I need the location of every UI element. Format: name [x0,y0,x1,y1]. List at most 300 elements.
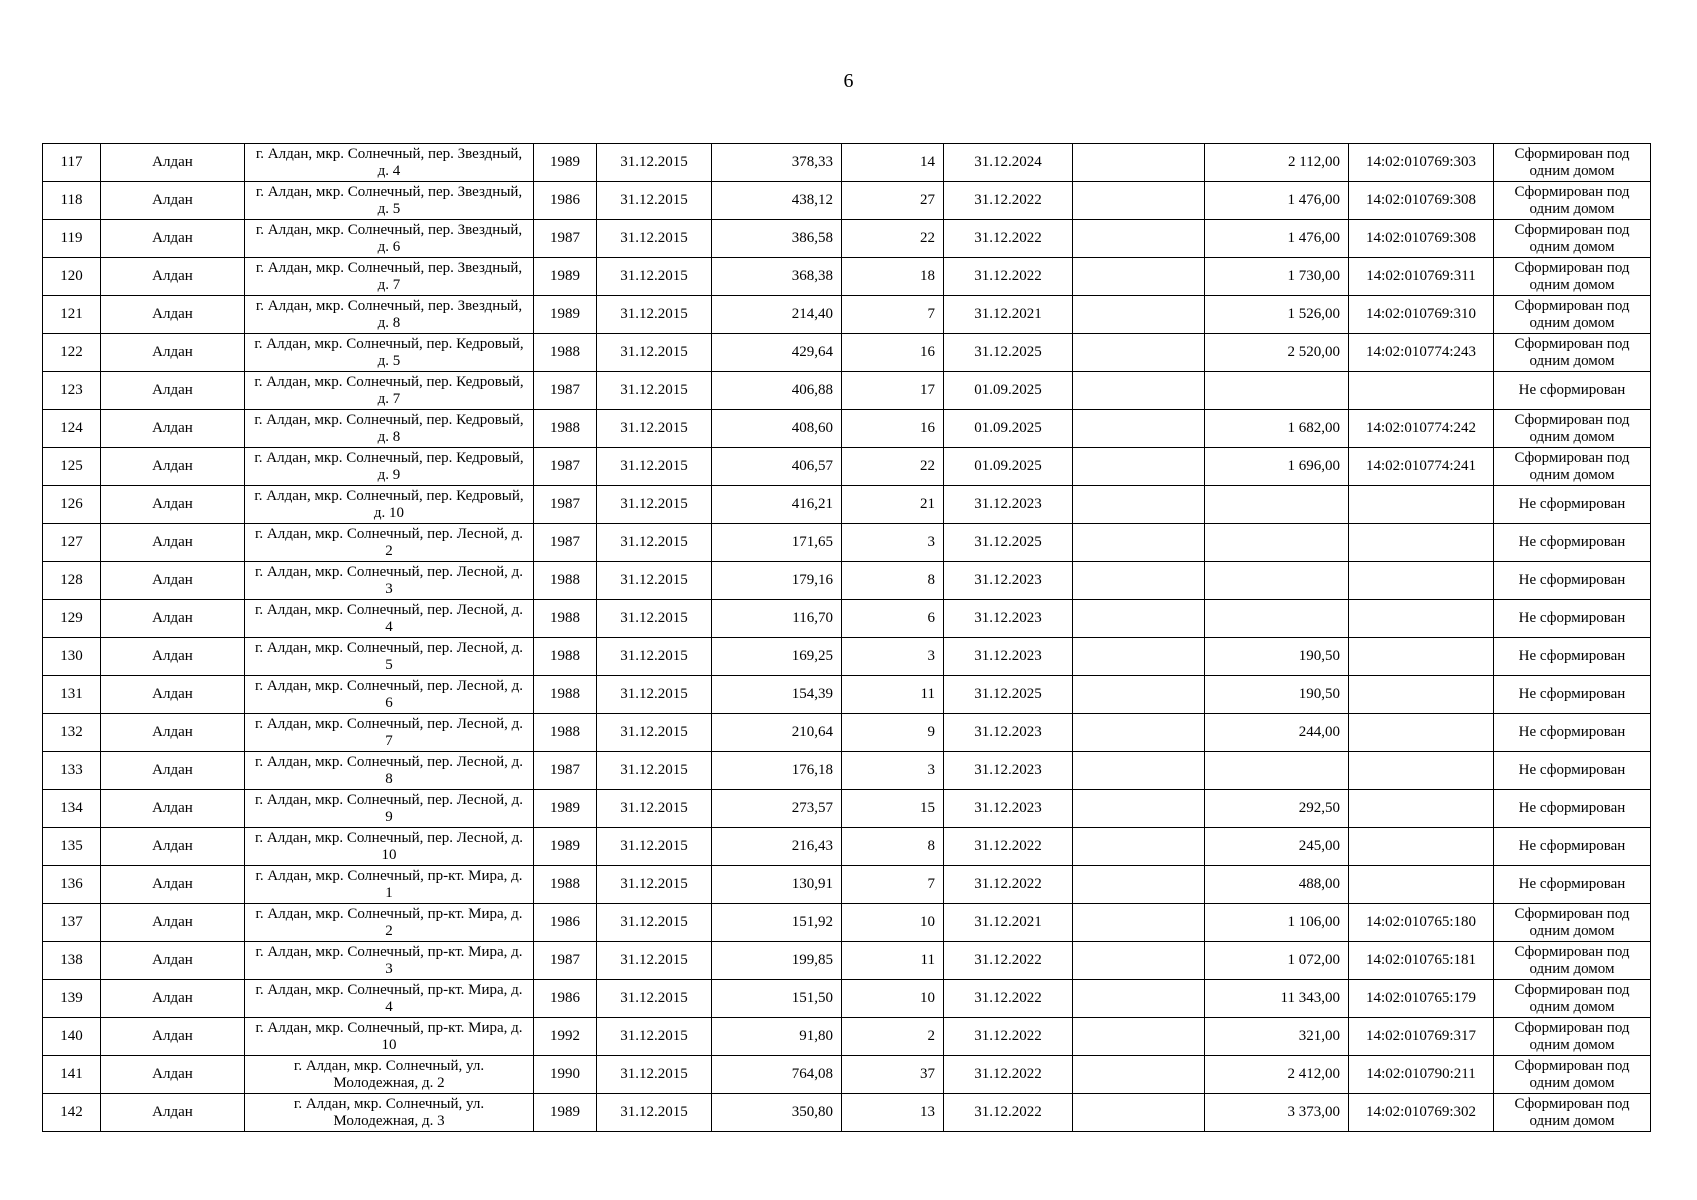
deadline-date-cell: 31.12.2022 [944,980,1073,1018]
land-status-cell: Сформирован под одним домом [1494,182,1651,220]
empty-cell [1073,1056,1205,1094]
land-area-cell: 292,50 [1205,790,1349,828]
land-area-cell: 1 476,00 [1205,220,1349,258]
deadline-date-cell: 31.12.2022 [944,866,1073,904]
count-cell: 21 [842,486,944,524]
land-area-cell [1205,562,1349,600]
address-cell: г. Алдан, мкр. Солнечный, пер. Кедровый, д. 8 [245,410,534,448]
table-row [43,828,1651,866]
locality-cell: Алдан [101,752,245,790]
address-cell: г. Алдан, мкр. Солнечный, пр-кт. Мира, д. 4 [245,980,534,1018]
table-row [43,334,1651,372]
address-cell: г. Алдан, мкр. Солнечный, пер. Лесной, д. 10 [245,828,534,866]
deadline-date-cell: 31.12.2025 [944,334,1073,372]
row-number-cell: 123 [43,372,101,410]
year-built-cell: 1989 [534,258,597,296]
locality-cell: Алдан [101,1094,245,1132]
empty-cell [1073,904,1205,942]
locality-cell: Алдан [101,942,245,980]
date-cell: 31.12.2015 [597,182,712,220]
land-status-cell: Не сформирован [1494,372,1651,410]
empty-cell [1073,980,1205,1018]
land-area-cell [1205,524,1349,562]
count-cell: 16 [842,334,944,372]
locality-cell: Алдан [101,1056,245,1094]
cadastral-number-cell [1349,790,1494,828]
address-cell: г. Алдан, мкр. Солнечный, пр-кт. Мира, д. 3 [245,942,534,980]
cadastral-number-cell [1349,676,1494,714]
land-area-cell: 244,00 [1205,714,1349,752]
date-cell: 31.12.2015 [597,144,712,182]
land-status-cell: Не сформирован [1494,524,1651,562]
year-built-cell: 1988 [534,334,597,372]
count-cell: 3 [842,638,944,676]
table-row [43,942,1651,980]
date-cell: 31.12.2015 [597,714,712,752]
table-row [43,1018,1651,1056]
land-area-cell: 2 412,00 [1205,1056,1349,1094]
area-cell: 154,39 [712,676,842,714]
date-cell: 31.12.2015 [597,1094,712,1132]
deadline-date-cell: 31.12.2023 [944,790,1073,828]
land-status-cell: Сформирован под одним домом [1494,258,1651,296]
cadastral-number-cell: 14:02:010769:308 [1349,220,1494,258]
row-number-cell: 129 [43,600,101,638]
date-cell: 31.12.2015 [597,562,712,600]
land-status-cell: Не сформирован [1494,752,1651,790]
year-built-cell: 1989 [534,828,597,866]
count-cell: 11 [842,676,944,714]
land-status-cell: Сформирован под одним домом [1494,144,1651,182]
table-row [43,562,1651,600]
row-number-cell: 126 [43,486,101,524]
land-area-cell: 3 373,00 [1205,1094,1349,1132]
empty-cell [1073,676,1205,714]
date-cell: 31.12.2015 [597,942,712,980]
cadastral-number-cell [1349,638,1494,676]
land-status-cell: Сформирован под одним домом [1494,220,1651,258]
locality-cell: Алдан [101,1018,245,1056]
area-cell: 176,18 [712,752,842,790]
date-cell: 31.12.2015 [597,1018,712,1056]
date-cell: 31.12.2015 [597,866,712,904]
table-row [43,524,1651,562]
year-built-cell: 1988 [534,714,597,752]
empty-cell [1073,638,1205,676]
year-built-cell: 1986 [534,182,597,220]
locality-cell: Алдан [101,372,245,410]
area-cell: 130,91 [712,866,842,904]
land-area-cell: 488,00 [1205,866,1349,904]
land-area-cell: 11 343,00 [1205,980,1349,1018]
count-cell: 16 [842,410,944,448]
year-built-cell: 1990 [534,1056,597,1094]
row-number-cell: 127 [43,524,101,562]
count-cell: 11 [842,942,944,980]
count-cell: 8 [842,562,944,600]
row-number-cell: 117 [43,144,101,182]
date-cell: 31.12.2015 [597,980,712,1018]
empty-cell [1073,752,1205,790]
area-cell: 210,64 [712,714,842,752]
empty-cell [1073,410,1205,448]
cadastral-number-cell: 14:02:010769:310 [1349,296,1494,334]
empty-cell [1073,562,1205,600]
land-area-cell: 190,50 [1205,638,1349,676]
address-cell: г. Алдан, мкр. Солнечный, ул. Молодежная, д. 3 [245,1094,534,1132]
year-built-cell: 1988 [534,866,597,904]
locality-cell: Алдан [101,866,245,904]
year-built-cell: 1988 [534,638,597,676]
cadastral-number-cell: 14:02:010765:180 [1349,904,1494,942]
year-built-cell: 1987 [534,524,597,562]
date-cell: 31.12.2015 [597,410,712,448]
address-cell: г. Алдан, мкр. Солнечный, пер. Лесной, д. 4 [245,600,534,638]
land-status-cell: Сформирован под одним домом [1494,1094,1651,1132]
date-cell: 31.12.2015 [597,448,712,486]
area-cell: 151,50 [712,980,842,1018]
table-row [43,486,1651,524]
count-cell: 17 [842,372,944,410]
table-row [43,220,1651,258]
table-row [43,714,1651,752]
locality-cell: Алдан [101,562,245,600]
address-cell: г. Алдан, мкр. Солнечный, пер. Кедровый, д. 5 [245,334,534,372]
area-cell: 416,21 [712,486,842,524]
row-number-cell: 133 [43,752,101,790]
count-cell: 15 [842,790,944,828]
table-row [43,980,1651,1018]
table-row [43,638,1651,676]
land-status-cell: Сформирован под одним домом [1494,904,1651,942]
table-row [43,448,1651,486]
land-status-cell: Не сформирован [1494,828,1651,866]
empty-cell [1073,448,1205,486]
address-cell: г. Алдан, мкр. Солнечный, пер. Лесной, д. 5 [245,638,534,676]
deadline-date-cell: 31.12.2025 [944,676,1073,714]
address-cell: г. Алдан, мкр. Солнечный, ул. Молодежная, д. 2 [245,1056,534,1094]
cadastral-number-cell [1349,752,1494,790]
land-status-cell: Сформирован под одним домом [1494,334,1651,372]
address-cell: г. Алдан, мкр. Солнечный, пер. Звездный, д. 4 [245,144,534,182]
row-number-cell: 118 [43,182,101,220]
date-cell: 31.12.2015 [597,486,712,524]
count-cell: 8 [842,828,944,866]
table-row [43,600,1651,638]
land-status-cell: Не сформирован [1494,866,1651,904]
empty-cell [1073,486,1205,524]
table-row [43,372,1651,410]
empty-cell [1073,182,1205,220]
count-cell: 6 [842,600,944,638]
locality-cell: Алдан [101,600,245,638]
land-status-cell: Не сформирован [1494,676,1651,714]
address-cell: г. Алдан, мкр. Солнечный, пер. Лесной, д. 8 [245,752,534,790]
count-cell: 37 [842,1056,944,1094]
locality-cell: Алдан [101,714,245,752]
land-area-cell: 1 682,00 [1205,410,1349,448]
empty-cell [1073,714,1205,752]
year-built-cell: 1986 [534,980,597,1018]
cadastral-number-cell: 14:02:010790:211 [1349,1056,1494,1094]
row-number-cell: 128 [43,562,101,600]
land-status-cell: Не сформирован [1494,486,1651,524]
housing-registry-table [42,143,1651,1132]
land-area-cell [1205,372,1349,410]
locality-cell: Алдан [101,676,245,714]
date-cell: 31.12.2015 [597,638,712,676]
area-cell: 151,92 [712,904,842,942]
land-area-cell [1205,600,1349,638]
cadastral-number-cell: 14:02:010769:308 [1349,182,1494,220]
area-cell: 179,16 [712,562,842,600]
deadline-date-cell: 31.12.2021 [944,296,1073,334]
table-row [43,866,1651,904]
empty-cell [1073,1094,1205,1132]
deadline-date-cell: 31.12.2022 [944,258,1073,296]
row-number-cell: 132 [43,714,101,752]
address-cell: г. Алдан, мкр. Солнечный, пер. Лесной, д. 9 [245,790,534,828]
cadastral-number-cell: 14:02:010769:317 [1349,1018,1494,1056]
deadline-date-cell: 31.12.2021 [944,904,1073,942]
cadastral-number-cell [1349,600,1494,638]
locality-cell: Алдан [101,638,245,676]
land-area-cell: 1 476,00 [1205,182,1349,220]
deadline-date-cell: 31.12.2022 [944,942,1073,980]
empty-cell [1073,828,1205,866]
locality-cell: Алдан [101,258,245,296]
locality-cell: Алдан [101,828,245,866]
row-number-cell: 141 [43,1056,101,1094]
table-row [43,1056,1651,1094]
table-body [43,144,1651,1132]
land-status-cell: Сформирован под одним домом [1494,1018,1651,1056]
area-cell: 273,57 [712,790,842,828]
deadline-date-cell: 31.12.2023 [944,600,1073,638]
cadastral-number-cell [1349,524,1494,562]
land-area-cell: 2 112,00 [1205,144,1349,182]
deadline-date-cell: 31.12.2022 [944,1094,1073,1132]
address-cell: г. Алдан, мкр. Солнечный, пер. Лесной, д. 2 [245,524,534,562]
area-cell: 406,88 [712,372,842,410]
address-cell: г. Алдан, мкр. Солнечный, пер. Лесной, д. 3 [245,562,534,600]
land-status-cell: Сформирован под одним домом [1494,448,1651,486]
cadastral-number-cell: 14:02:010774:243 [1349,334,1494,372]
deadline-date-cell: 01.09.2025 [944,448,1073,486]
land-status-cell: Сформирован под одним домом [1494,410,1651,448]
cadastral-number-cell: 14:02:010774:242 [1349,410,1494,448]
table-row [43,752,1651,790]
year-built-cell: 1986 [534,904,597,942]
table-row [43,676,1651,714]
row-number-cell: 131 [43,676,101,714]
address-cell: г. Алдан, мкр. Солнечный, пер. Кедровый, д. 9 [245,448,534,486]
cadastral-number-cell: 14:02:010769:302 [1349,1094,1494,1132]
row-number-cell: 121 [43,296,101,334]
row-number-cell: 136 [43,866,101,904]
count-cell: 10 [842,980,944,1018]
address-cell: г. Алдан, мкр. Солнечный, пер. Звездный, д. 6 [245,220,534,258]
date-cell: 31.12.2015 [597,524,712,562]
date-cell: 31.12.2015 [597,904,712,942]
locality-cell: Алдан [101,790,245,828]
table-row [43,904,1651,942]
date-cell: 31.12.2015 [597,372,712,410]
empty-cell [1073,942,1205,980]
count-cell: 18 [842,258,944,296]
address-cell: г. Алдан, мкр. Солнечный, пр-кт. Мира, д. 2 [245,904,534,942]
land-area-cell: 190,50 [1205,676,1349,714]
deadline-date-cell: 31.12.2023 [944,752,1073,790]
land-area-cell: 1 526,00 [1205,296,1349,334]
date-cell: 31.12.2015 [597,296,712,334]
cadastral-number-cell [1349,562,1494,600]
land-area-cell: 321,00 [1205,1018,1349,1056]
date-cell: 31.12.2015 [597,258,712,296]
row-number-cell: 134 [43,790,101,828]
count-cell: 14 [842,144,944,182]
cadastral-number-cell: 14:02:010769:311 [1349,258,1494,296]
area-cell: 764,08 [712,1056,842,1094]
area-cell: 378,33 [712,144,842,182]
date-cell: 31.12.2015 [597,828,712,866]
year-built-cell: 1987 [534,220,597,258]
area-cell: 408,60 [712,410,842,448]
locality-cell: Алдан [101,904,245,942]
deadline-date-cell: 31.12.2023 [944,714,1073,752]
page-number: 6 [843,70,854,92]
count-cell: 9 [842,714,944,752]
table-row [43,1094,1651,1132]
deadline-date-cell: 31.12.2022 [944,828,1073,866]
locality-cell: Алдан [101,220,245,258]
land-area-cell [1205,752,1349,790]
count-cell: 2 [842,1018,944,1056]
date-cell: 31.12.2015 [597,600,712,638]
area-cell: 368,38 [712,258,842,296]
date-cell: 31.12.2015 [597,676,712,714]
count-cell: 7 [842,866,944,904]
row-number-cell: 119 [43,220,101,258]
land-area-cell: 1 730,00 [1205,258,1349,296]
cadastral-number-cell: 14:02:010765:181 [1349,942,1494,980]
table-row [43,790,1651,828]
year-built-cell: 1989 [534,296,597,334]
deadline-date-cell: 31.12.2023 [944,486,1073,524]
address-cell: г. Алдан, мкр. Солнечный, пер. Звездный, д. 5 [245,182,534,220]
year-built-cell: 1988 [534,562,597,600]
area-cell: 406,57 [712,448,842,486]
empty-cell [1073,866,1205,904]
area-cell: 386,58 [712,220,842,258]
date-cell: 31.12.2015 [597,220,712,258]
year-built-cell: 1988 [534,676,597,714]
land-status-cell: Не сформирован [1494,600,1651,638]
cadastral-number-cell: 14:02:010769:303 [1349,144,1494,182]
count-cell: 22 [842,220,944,258]
empty-cell [1073,334,1205,372]
address-cell: г. Алдан, мкр. Солнечный, пер. Звездный, д. 8 [245,296,534,334]
table-row [43,258,1651,296]
cadastral-number-cell [1349,714,1494,752]
row-number-cell: 140 [43,1018,101,1056]
address-cell: г. Алдан, мкр. Солнечный, пер. Кедровый, д. 10 [245,486,534,524]
deadline-date-cell: 01.09.2025 [944,410,1073,448]
date-cell: 31.12.2015 [597,1056,712,1094]
land-status-cell: Не сформирован [1494,562,1651,600]
year-built-cell: 1989 [534,144,597,182]
land-status-cell: Сформирован под одним домом [1494,296,1651,334]
row-number-cell: 138 [43,942,101,980]
cadastral-number-cell [1349,866,1494,904]
locality-cell: Алдан [101,448,245,486]
deadline-date-cell: 31.12.2022 [944,1056,1073,1094]
locality-cell: Алдан [101,144,245,182]
address-cell: г. Алдан, мкр. Солнечный, пер. Лесной, д. 7 [245,714,534,752]
locality-cell: Алдан [101,980,245,1018]
land-status-cell: Сформирован под одним домом [1494,980,1651,1018]
address-cell: г. Алдан, мкр. Солнечный, пер. Лесной, д. 6 [245,676,534,714]
land-area-cell: 1 696,00 [1205,448,1349,486]
cadastral-number-cell: 14:02:010774:241 [1349,448,1494,486]
table-row [43,410,1651,448]
empty-cell [1073,258,1205,296]
count-cell: 13 [842,1094,944,1132]
area-cell: 171,65 [712,524,842,562]
year-built-cell: 1989 [534,1094,597,1132]
cadastral-number-cell [1349,486,1494,524]
land-area-cell: 2 520,00 [1205,334,1349,372]
land-area-cell: 1 106,00 [1205,904,1349,942]
locality-cell: Алдан [101,334,245,372]
table-row [43,296,1651,334]
land-area-cell: 1 072,00 [1205,942,1349,980]
table-row [43,182,1651,220]
locality-cell: Алдан [101,296,245,334]
row-number-cell: 122 [43,334,101,372]
year-built-cell: 1989 [534,790,597,828]
empty-cell [1073,524,1205,562]
count-cell: 27 [842,182,944,220]
deadline-date-cell: 31.12.2024 [944,144,1073,182]
count-cell: 22 [842,448,944,486]
address-cell: г. Алдан, мкр. Солнечный, пр-кт. Мира, д. 10 [245,1018,534,1056]
land-status-cell: Сформирован под одним домом [1494,942,1651,980]
row-number-cell: 125 [43,448,101,486]
land-status-cell: Не сформирован [1494,790,1651,828]
area-cell: 438,12 [712,182,842,220]
land-status-cell: Сформирован под одним домом [1494,1056,1651,1094]
deadline-date-cell: 31.12.2022 [944,220,1073,258]
empty-cell [1073,790,1205,828]
deadline-date-cell: 31.12.2025 [944,524,1073,562]
locality-cell: Алдан [101,486,245,524]
row-number-cell: 124 [43,410,101,448]
year-built-cell: 1987 [534,942,597,980]
address-cell: г. Алдан, мкр. Солнечный, пер. Кедровый, д. 7 [245,372,534,410]
row-number-cell: 130 [43,638,101,676]
year-built-cell: 1987 [534,486,597,524]
locality-cell: Алдан [101,182,245,220]
row-number-cell: 120 [43,258,101,296]
year-built-cell: 1987 [534,448,597,486]
date-cell: 31.12.2015 [597,752,712,790]
land-area-cell [1205,486,1349,524]
locality-cell: Алдан [101,410,245,448]
empty-cell [1073,144,1205,182]
row-number-cell: 137 [43,904,101,942]
address-cell: г. Алдан, мкр. Солнечный, пр-кт. Мира, д. 1 [245,866,534,904]
